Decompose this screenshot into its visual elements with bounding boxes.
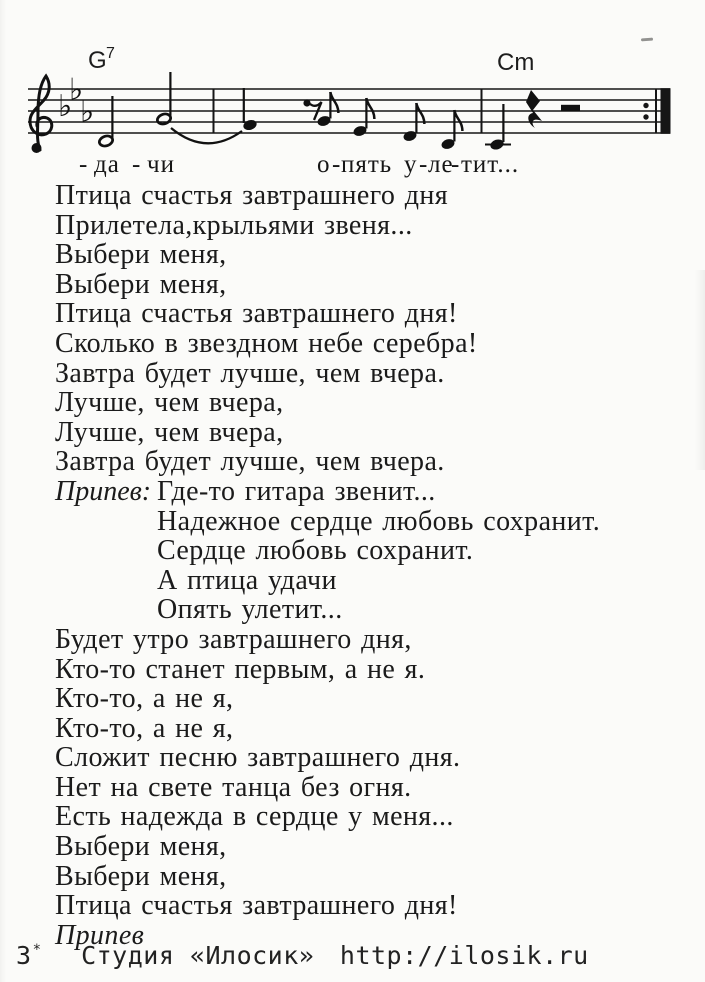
lyric-line: Прилетела,крыльями звеня... <box>55 209 413 241</box>
lyric-syllable: да <box>94 151 120 178</box>
page-footer <box>16 941 696 970</box>
chord-superscript-7: 7 <box>106 45 115 62</box>
lyric-line: Выбери меня, <box>55 860 227 892</box>
eighth-rest-icon <box>303 99 321 120</box>
signature-number: 3 <box>16 941 32 970</box>
eighth-flag <box>330 92 338 113</box>
staff-lyrics <box>79 151 519 178</box>
lyric-line: Птица счастья завтрашнего дня <box>55 180 449 211</box>
signature-mark: * <box>32 942 42 958</box>
lyric-text: Где-то гитара звенит... <box>157 475 436 507</box>
chorus-first-line <box>55 477 675 507</box>
eighth-flag <box>366 98 374 119</box>
treble-clef-icon <box>30 76 52 153</box>
clef-bottom-dot <box>32 143 42 153</box>
flat-icon: ♭ <box>69 72 84 108</box>
lyric-line: Будет утро завтрашнего дня, <box>55 623 412 655</box>
lyric-syllable: у <box>404 151 418 178</box>
repeat-dot <box>643 103 648 108</box>
lyric-line: Выбери меня, <box>55 831 227 863</box>
chorus-label: Припев: <box>55 475 152 507</box>
lyric-syllable: - <box>132 151 142 178</box>
key-signature <box>58 73 94 130</box>
lyric-line: Завтра будет лучше, чем вчера. <box>55 446 445 478</box>
lyric-line: Сердце любовь сохранит. <box>157 535 474 567</box>
lyric-syllable: - <box>332 151 342 178</box>
clipped-chorus-label: Припев <box>55 919 145 951</box>
measure-2-notes <box>242 88 462 151</box>
lyric-line: Опять улетит... <box>157 594 343 626</box>
chord-label-cm: Cm <box>497 49 535 76</box>
lyric-line: А птица удачи <box>157 564 337 596</box>
lyric-line: Сложит песню завтрашнего дня. <box>55 742 461 774</box>
flat-icon: ♭ <box>58 89 73 124</box>
lyric-line: Птица счастья завтрашнего дня! <box>55 298 458 330</box>
lyric-line: Лучше, чем вчера, <box>55 387 284 419</box>
lyric-syllable: тит... <box>461 151 520 178</box>
lyric-line: Лучше, чем вчера, <box>55 416 284 448</box>
lyric-syllable: - <box>79 151 89 178</box>
half-rest-icon <box>561 105 580 111</box>
lyric-syllable: - <box>451 151 461 178</box>
lyric-syllable: - <box>419 151 429 178</box>
lyric-line: Выбери меня, <box>55 268 227 300</box>
measure-1-notes <box>98 72 242 148</box>
lyric-line: Кто-то, а не я, <box>55 712 234 744</box>
lyric-line: Есть надежда в сердце у меня... <box>55 801 454 833</box>
lyric-syllable: пять <box>341 151 393 178</box>
song-lyrics <box>55 180 675 951</box>
lyric-line: Нет на свете танца без огня. <box>55 771 412 803</box>
studio-url: http://ilosik.ru <box>339 941 589 970</box>
tie-slur <box>171 128 242 143</box>
lyric-line: Завтра будет лучше, чем вчера. <box>55 357 445 389</box>
eighth-flag <box>416 103 424 124</box>
music-staff <box>0 0 705 180</box>
lyric-line: Кто-то станет первым, а не я. <box>55 653 426 685</box>
lyric-line: Кто-то, а не я, <box>55 683 234 715</box>
lyric-line: Выбери меня, <box>55 239 227 271</box>
lyric-line: Сколько в звездном небе серебра! <box>55 327 478 359</box>
lyric-syllable: ле <box>428 151 454 178</box>
final-thick-barline <box>661 88 671 134</box>
lyric-line: Птица счастья завтрашнего дня! <box>55 890 458 922</box>
lyric-syllable: о <box>317 151 331 178</box>
chord-label-g7: G <box>88 47 107 74</box>
lyric-line: Надежное сердце любовь сохранит. <box>157 505 601 537</box>
lyric-syllable: чи <box>147 151 175 178</box>
repeat-dot <box>643 114 648 119</box>
studio-name: Студия «Илосик» <box>81 941 315 970</box>
measure-3-notes <box>485 90 580 151</box>
eighth-flag <box>454 110 462 131</box>
flat-icon: ♭ <box>80 94 95 130</box>
scan-edge-shadow-right <box>695 270 705 470</box>
